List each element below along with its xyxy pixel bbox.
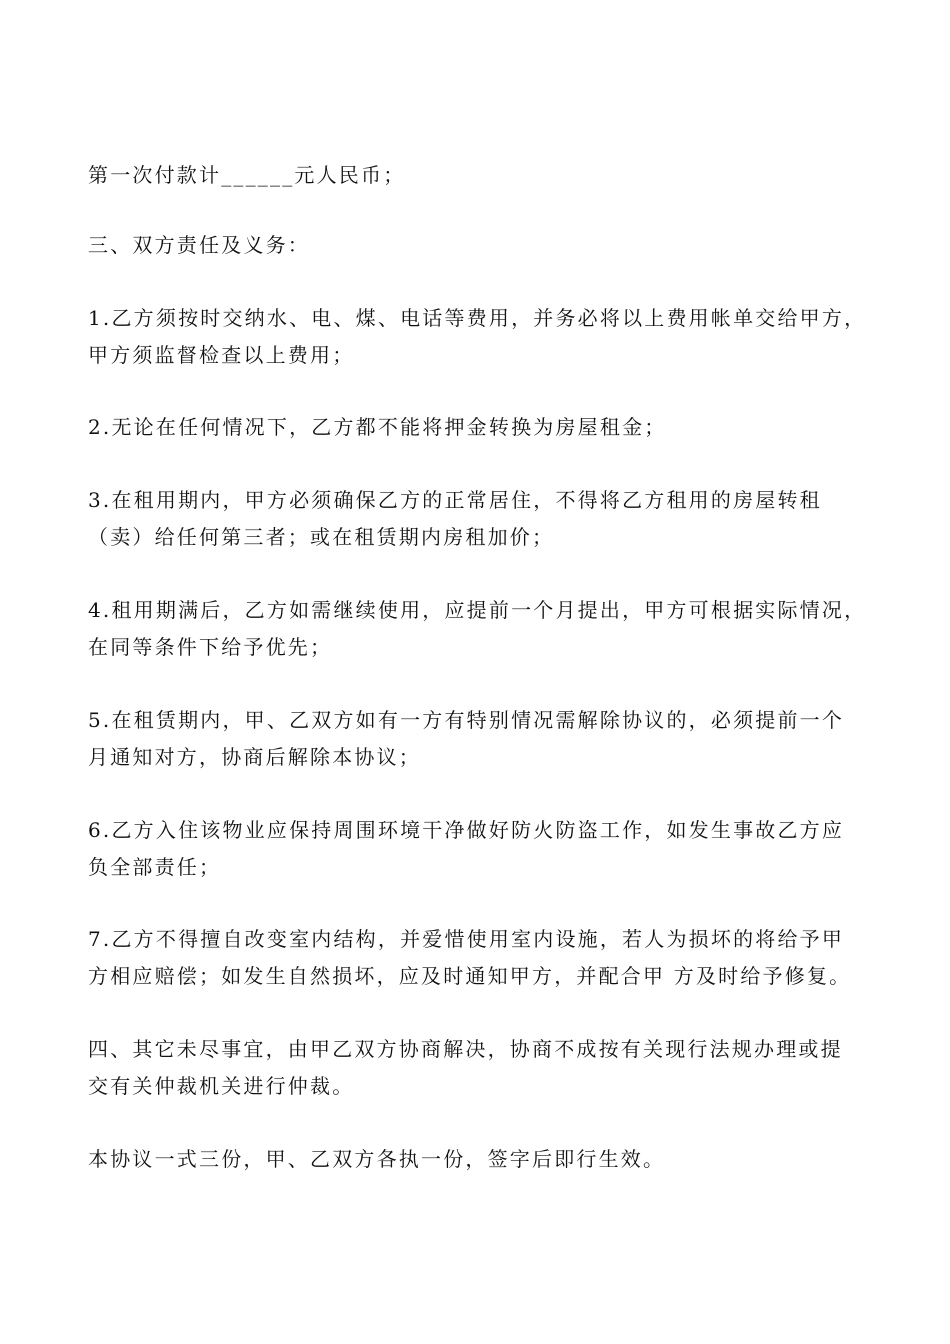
clause-1 [88,300,878,374]
text-line: 负全部责任； [88,855,222,879]
text-line: 月通知对方，协商后解除本协议； [88,745,421,769]
clause-3 [88,482,878,556]
text-line: （卖）给任何第三者；或在租赁期内房租加价； [88,525,555,549]
text-line: 3.在租用期内，甲方必须确保乙方的正常居住，不得将乙方租用的房屋转租 [88,488,822,512]
paragraph-copies-effective [88,1141,878,1178]
text-line: 四、其它未尽事宜，由甲乙双方协商解决，协商不成按有关现行法规办理或提 [88,1037,843,1061]
text-line: 1.乙方须按时交纳水、电、煤、电话等费用，并务必将以上费用帐单交给甲方， [88,306,867,330]
paragraph-first-payment [88,157,878,194]
text-line: 4.租用期满后，乙方如需继续使用，应提前一个月提出，甲方可根据实际情况， [88,598,867,622]
clause-6 [88,812,878,886]
text-line: 甲方须监督检查以上费用； [88,343,355,367]
text-line: 6.乙方入住该物业应保持周围环境干净做好防火防盗工作，如发生事故乙方应 [88,818,845,842]
text-line: 三、双方责任及义务： [88,233,310,257]
heading-responsibilities [88,227,878,264]
text-line: 本协议一式三份，甲、乙双方各执一份，签字后即行生效。 [88,1147,666,1171]
text-line: 7.乙方不得擅自改变室内结构，并爱惜使用室内设施，若人为损坏的将给予甲 [88,927,845,951]
paragraph-other-matters [88,1031,878,1105]
text-line: 5.在租赁期内，甲、乙双方如有一方有特别情况需解除协议的，必须提前一个 [88,708,845,732]
text-line: 交有关仲裁机关进行仲裁。 [88,1074,355,1098]
text-line: 第一次付款计______元人民币； [88,163,406,187]
clause-7 [88,921,878,995]
clause-2 [88,409,878,446]
clause-4 [88,592,878,666]
clause-5 [88,702,878,776]
text-line: 方相应赔偿；如发生自然损坏，应及时通知甲方，并配合甲 方及时给予修复。 [88,964,852,988]
text-line: 2.无论在任何情况下，乙方都不能将押金转换为房屋租金； [88,415,667,439]
text-line: 在同等条件下给予优先； [88,635,333,659]
